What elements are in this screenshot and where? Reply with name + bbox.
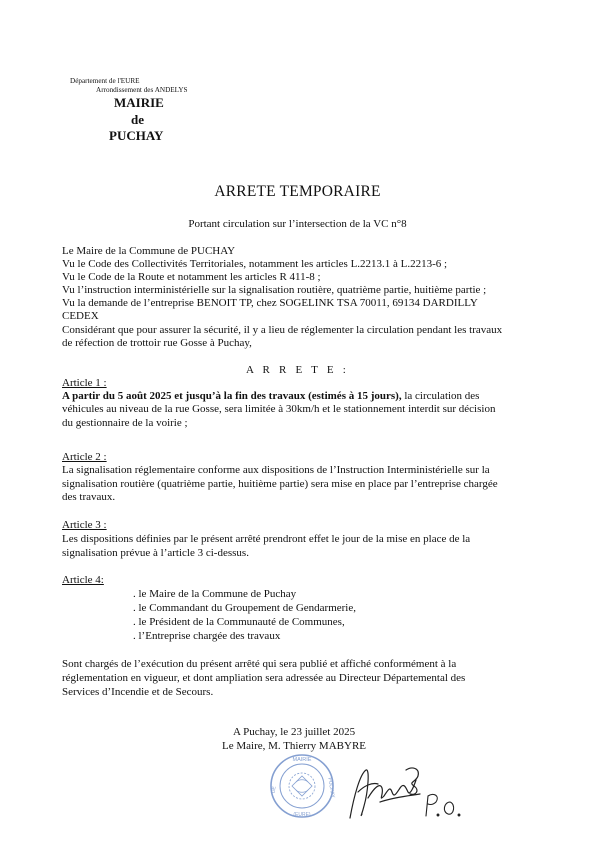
svg-text:(EURE): (EURE) — [293, 812, 311, 818]
article-2-line3: des travaux. — [62, 491, 116, 503]
stamp-and-signature — [268, 752, 468, 832]
closing-line: réglementation en vigueur, et dont ampliation sera adressée au Directeur Départemental des — [62, 672, 466, 684]
preamble-line: Considérant que pour assurer la sécurité, il y a lieu de réglementer la circulation pendant les travaux — [62, 324, 503, 336]
document-subtitle: Portant circulation sur l’intersection de la VC n°8 — [188, 218, 407, 230]
article-2-line1: La signalisation réglementaire conforme aux dispositions de l’Instruction Interministérielle sur la — [62, 464, 490, 476]
article-1-line1 — [62, 390, 479, 404]
article-2-title: Article 2 : — [62, 451, 107, 463]
preamble-line: Vu l’instruction interministérielle sur la signalisation routière, quatrième partie, huitième partie ; — [62, 284, 487, 296]
article-3-line1: Les dispositions définies par le présent arrêté prendront effet le jour de la mise en place de la — [62, 533, 471, 545]
article-3-title: Article 3 : — [62, 519, 107, 531]
document-title: ARRETE TEMPORAIRE — [214, 183, 381, 200]
preamble-line: CEDEX — [62, 310, 99, 322]
place-date: A Puchay, le 23 juillet 2025 — [233, 726, 356, 738]
article-1-bold-text: A partir du 5 août 2025 et jusqu’à la fin des travaux (estimés à 15 jours), — [62, 390, 402, 402]
official-stamp-icon — [270, 755, 335, 818]
article-1-line3: du gestionnaire de la voirie ; — [62, 417, 188, 429]
article-4-item: . l’Entreprise chargée des travaux — [133, 630, 281, 642]
mairie-title-line1: MAIRIE — [114, 95, 164, 110]
article-1-title: Article 1 : — [62, 377, 107, 389]
article-1-line2: véhicules au niveau de la rue Gosse, sera limitée à 30km/h et le stationnement interdit sur décision — [62, 403, 496, 415]
preamble-line: Vu la demande de l’entreprise BENOIT TP, chez SOGELINK TSA 70011, 69134 DARDILLY — [62, 297, 478, 309]
article-4-title: Article 4: — [62, 574, 104, 586]
mairie-title-line2: de — [131, 112, 144, 127]
po-handwriting-icon — [426, 794, 460, 816]
svg-text:DE: DE — [270, 785, 278, 794]
article-3-line2: signalisation prévue à l’article 3 ci-dessus. — [62, 547, 249, 559]
article-1-rest-text: la circulation des — [401, 390, 480, 402]
article-4-item: . le Commandant du Groupement de Gendarmerie, — [133, 602, 356, 614]
closing-line: Sont chargés de l’exécution du présent arrêté qui sera publié et affiché conformément à la — [62, 658, 457, 670]
signature-area — [268, 752, 468, 832]
handwritten-signature-icon — [350, 768, 420, 818]
article-4-item: . le Maire de la Commune de Puchay — [133, 588, 297, 600]
preamble-line: Vu le Code de la Route et notamment les articles R 411-8 ; — [62, 271, 321, 283]
arrondissement-label: Arrondissement des ANDELYS — [96, 86, 188, 94]
svg-text:PUCHAY: PUCHAY — [326, 777, 336, 799]
svg-text:MAIRIE: MAIRIE — [292, 757, 312, 763]
preamble-line: Vu le Code des Collectivités Territoriales, notamment les articles L.2213.1 à L.2213-6 ; — [62, 258, 448, 270]
preamble-line: Le Maire de la Commune de PUCHAY — [62, 245, 236, 257]
arrete-heading: A R R E T E : — [246, 364, 349, 376]
signer-name: Le Maire, M. Thierry MABYRE — [222, 740, 366, 752]
departement-label: Département de l'EURE — [70, 77, 140, 85]
mairie-title-line3: PUCHAY — [109, 128, 164, 143]
article-4-item: . le Président de la Communauté de Communes, — [133, 616, 345, 628]
closing-line: Services d’Incendie et de Secours. — [62, 686, 214, 698]
article-2-line2: signalisation routière (quatrième partie, huitième partie) sera mise en place par l’entreprise chargée — [62, 478, 498, 490]
preamble-line: de réfection de trottoir rue Gosse à Puchay, — [62, 337, 252, 349]
